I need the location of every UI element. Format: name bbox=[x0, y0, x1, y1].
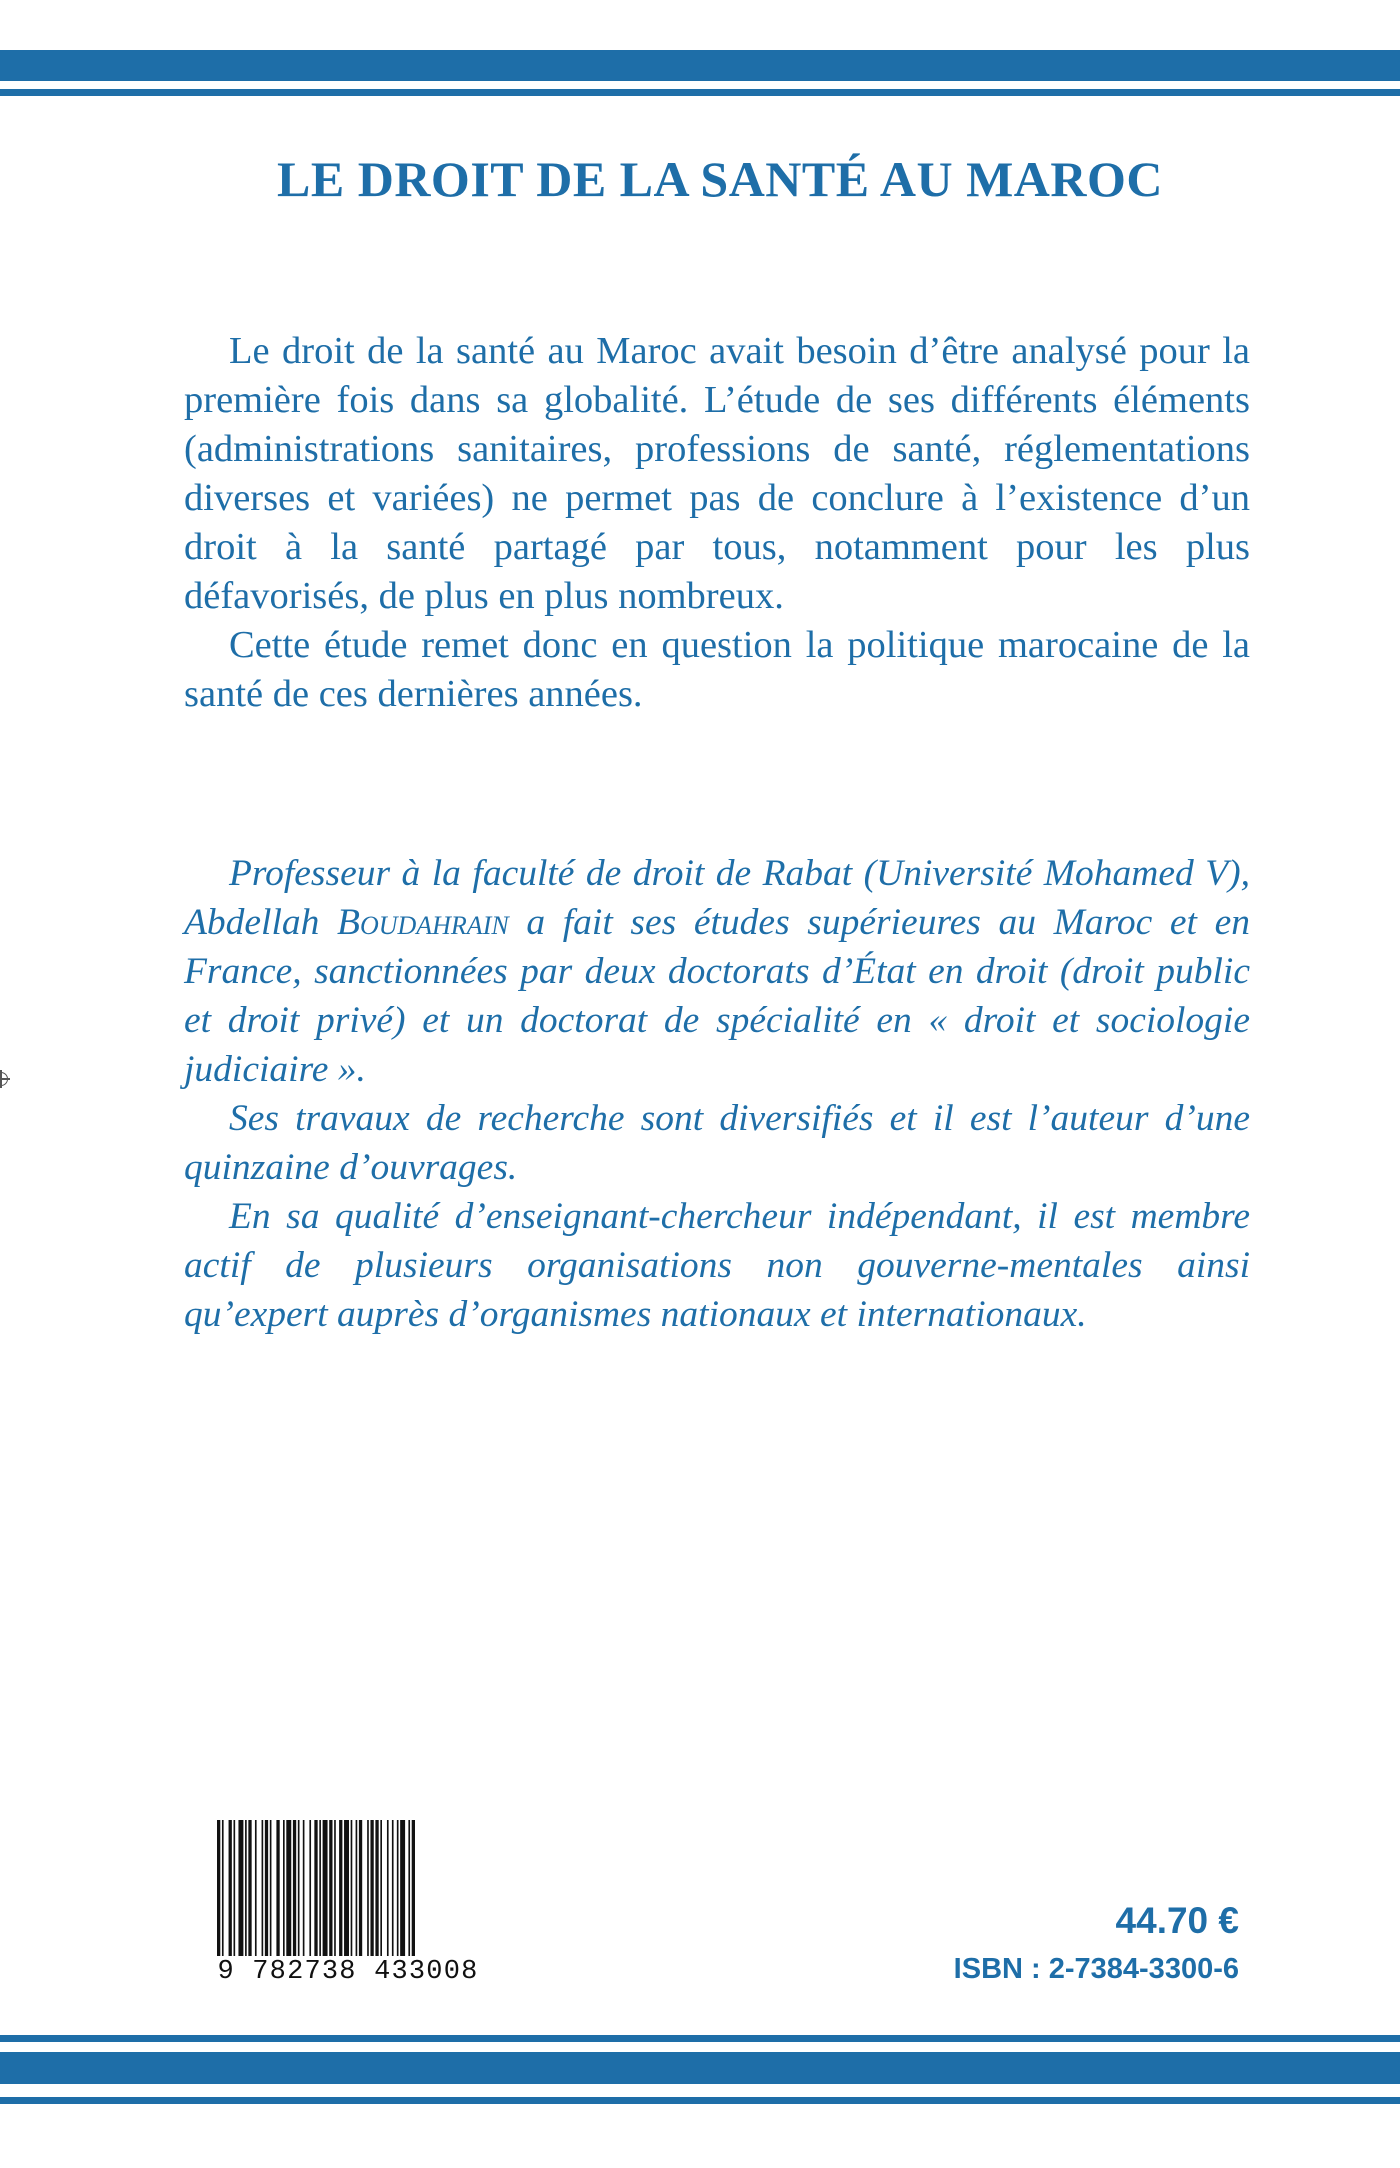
barcode-bar bbox=[293, 1820, 296, 1956]
bottom-band-thin bbox=[0, 2097, 1400, 2104]
bio-text: a fait ses études supérieures au Maroc et en France, sanctionnées par deux doctorats d’État en droit (droit public et droit privé) et un doctorat de spécialité en « droit et sociologie judiciaire ». bbox=[184, 902, 1250, 1090]
barcode-bar bbox=[309, 1820, 311, 1956]
barcode-bar bbox=[408, 1820, 410, 1956]
barcode-bar bbox=[400, 1820, 405, 1956]
barcode-bar bbox=[339, 1820, 342, 1956]
bio-paragraph: Ses travaux de recherche sont diversifiés et il est l’auteur d’une quinzaine d’ouvrages. bbox=[184, 1098, 1250, 1188]
barcode-bar bbox=[329, 1820, 332, 1956]
barcode-bar bbox=[283, 1820, 285, 1956]
barcode-bar bbox=[265, 1820, 268, 1956]
barcode-bar bbox=[344, 1820, 349, 1956]
barcode-bar bbox=[286, 1820, 291, 1956]
barcode-bar bbox=[334, 1820, 336, 1956]
barcode-bar bbox=[234, 1820, 236, 1956]
barcode-bar bbox=[319, 1820, 321, 1956]
barcode-bar bbox=[303, 1820, 305, 1956]
bio-paragraph bbox=[184, 849, 1250, 1094]
barcode-bar bbox=[397, 1820, 399, 1956]
barcode-bar bbox=[270, 1820, 272, 1956]
barcode-bar bbox=[323, 1820, 328, 1956]
barcode-bar bbox=[262, 1820, 264, 1956]
bottom-band-thin bbox=[0, 2035, 1400, 2042]
top-band-thick bbox=[0, 50, 1400, 81]
barcode-bar bbox=[276, 1820, 279, 1956]
author-bio bbox=[184, 849, 1250, 1339]
barcode-bar bbox=[380, 1820, 382, 1956]
barcode-bar bbox=[255, 1820, 257, 1956]
barcode-bar bbox=[314, 1820, 317, 1956]
barcode-bar bbox=[356, 1820, 358, 1956]
barcode-bar bbox=[359, 1820, 362, 1956]
barcode-bar bbox=[367, 1820, 369, 1956]
barcode-digits: 9 782738 433008 bbox=[211, 1957, 485, 1987]
bottom-band-thick bbox=[0, 2052, 1400, 2084]
book-summary bbox=[184, 327, 1250, 719]
isbn: ISBN : 2-7384-3300-6 bbox=[953, 1953, 1239, 1985]
barcode-bar bbox=[222, 1820, 224, 1956]
summary-paragraph: Cette étude remet donc en question la politique marocaine de la santé de ces dernières années. bbox=[184, 624, 1250, 715]
barcode-bar bbox=[351, 1820, 353, 1956]
book-title: LE DROIT DE LA SANTÉ AU MAROC bbox=[277, 151, 1163, 207]
barcode-bar bbox=[229, 1820, 232, 1956]
barcode-bar bbox=[217, 1820, 220, 1956]
bio-paragraph: En sa qualité d’enseignant-chercheur indépendant, il est membre actif de plusieurs organisations non gouverne-mentales ainsi qu’expert auprès d’organismes nationaux et internationaux. bbox=[184, 1196, 1250, 1335]
barcode-bar bbox=[245, 1820, 247, 1956]
author-name: Boudahrain bbox=[337, 902, 509, 943]
summary-paragraph: Le droit de la santé au Maroc avait besoin d’être analysé pour la première fois dans sa globalité. L’étude de ses différents éléments (administrations sanitaires, professions de santé, réglementations diverses et variées) ne permet pas de conclure à l’existence d’un droit à la santé partagé par tous, notamment pour les plus défavorisés, de plus en plus nombreux. bbox=[184, 330, 1250, 617]
barcode-bar bbox=[375, 1820, 378, 1956]
top-band-thin bbox=[0, 89, 1400, 96]
price: 44.70 € bbox=[1115, 1900, 1239, 1941]
barcode-bar bbox=[412, 1820, 415, 1956]
barcode-bar bbox=[298, 1820, 300, 1956]
registration-mark-icon bbox=[0, 1072, 8, 1086]
barcode-bar bbox=[248, 1820, 251, 1956]
bio-text: Professeur à la faculté de droit de Rabat (Université Mohamed V), Abdellah bbox=[184, 853, 1250, 943]
barcode-bar bbox=[370, 1820, 373, 1956]
barcode-bar bbox=[387, 1820, 389, 1956]
barcode-bar bbox=[238, 1820, 243, 1956]
barcode-bar bbox=[392, 1820, 394, 1956]
